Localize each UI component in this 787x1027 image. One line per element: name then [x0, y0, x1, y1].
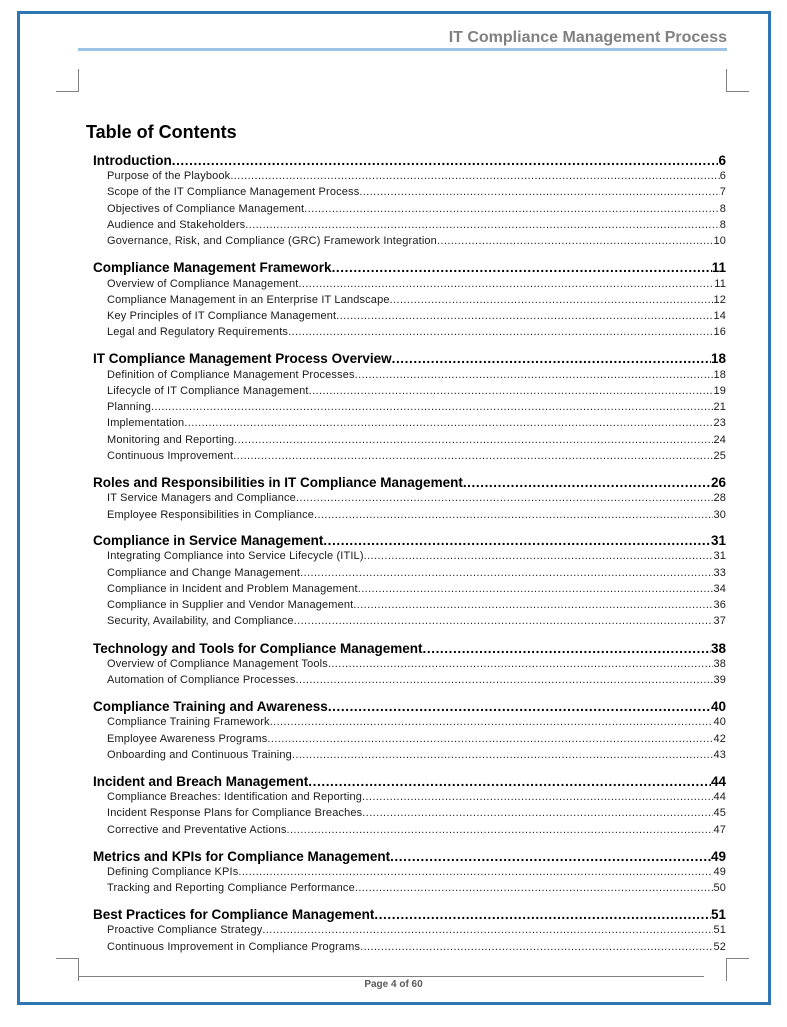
- toc-dot-leader: [288, 326, 713, 338]
- toc-dot-leader: [151, 401, 713, 413]
- toc-subsection-entry[interactable]: [107, 674, 726, 686]
- toc-entry-page-number: 30: [713, 509, 726, 521]
- toc-entry-label: Compliance and Change Management: [107, 567, 301, 579]
- toc-entry-page-number: 19: [713, 385, 726, 397]
- toc-subsection-entry[interactable]: [107, 235, 726, 247]
- toc-entry-page-number: 11: [711, 260, 726, 275]
- toc-subsection-entry[interactable]: [107, 733, 726, 745]
- toc-subsection-entry[interactable]: [107, 807, 726, 819]
- toc-entry-label: Onboarding and Continuous Training: [107, 749, 292, 761]
- toc-entry-page-number: 24: [713, 434, 726, 446]
- toc-entry-page-number: 40: [710, 699, 726, 714]
- toc-entry-page-number: 18: [710, 351, 726, 366]
- toc-subsection-entry[interactable]: [107, 941, 726, 953]
- toc-entry-label: Planning: [107, 401, 152, 413]
- toc-subsection-entry[interactable]: [107, 203, 726, 215]
- toc-entry-label: Overview of Compliance Management: [107, 278, 299, 290]
- toc-entry-label: Compliance in Service Management: [93, 533, 324, 548]
- toc-entry-label: Compliance Management Framework: [93, 260, 332, 275]
- toc-entry-page-number: 51: [710, 907, 726, 922]
- toc-entry-page-number: 21: [713, 401, 726, 413]
- toc-entry-label: Incident and Breach Management: [93, 774, 309, 789]
- toc-entry-page-number: 38: [710, 641, 726, 656]
- toc-entry-page-number: 43: [713, 749, 726, 761]
- toc-entry-label: Audience and Stakeholders: [107, 219, 246, 231]
- toc-dot-leader: [234, 434, 713, 446]
- toc-entry-label: Monitoring and Reporting: [107, 434, 235, 446]
- toc-dot-leader: [230, 170, 719, 182]
- toc-entry-page-number: 40: [713, 716, 726, 728]
- toc-entry-page-number: 25: [713, 450, 726, 462]
- toc-dot-leader: [358, 583, 714, 595]
- toc-dot-leader: [328, 699, 711, 714]
- toc-entry-page-number: 31: [713, 550, 726, 562]
- toc-dot-leader: [296, 674, 714, 686]
- toc-entry-label: Legal and Regulatory Requirements: [107, 326, 289, 338]
- toc-dot-leader: [287, 824, 714, 836]
- toc-dot-leader: [437, 235, 713, 247]
- toc-section-entry[interactable]: [93, 641, 726, 656]
- toc-dot-leader: [270, 716, 714, 728]
- toc-entry-page-number: 26: [710, 475, 726, 490]
- toc-section-entry[interactable]: [93, 260, 726, 275]
- toc-dot-leader: [308, 774, 711, 789]
- toc-entry-label: Key Principles of IT Compliance Management: [107, 310, 337, 322]
- toc-section-entry[interactable]: [93, 351, 726, 366]
- toc-entry-label: Roles and Responsibilities in IT Compliance Management: [93, 475, 463, 490]
- toc-subsection-entry[interactable]: [107, 791, 726, 803]
- toc-subsection-entry[interactable]: [107, 294, 726, 306]
- toc-entry-label: Integrating Compliance into Service Lifecycle (ITIL): [107, 550, 364, 562]
- toc-subsection-entry[interactable]: [107, 369, 726, 381]
- toc-entry-page-number: 10: [713, 235, 726, 247]
- toc-entry-label: Definition of Compliance Management Processes: [107, 369, 355, 381]
- toc-subsection-entry[interactable]: [107, 599, 726, 611]
- toc-subsection-entry[interactable]: [107, 824, 726, 836]
- header-title: IT Compliance Management Process: [448, 29, 727, 46]
- toc-subsection-entry[interactable]: [107, 509, 726, 521]
- toc-entry-label: Defining Compliance KPIs: [107, 866, 239, 878]
- toc-entry-label: Governance, Risk, and Compliance (GRC) Framework Integration: [107, 235, 437, 247]
- toc-entry-page-number: 12: [713, 294, 726, 306]
- toc-entry-page-number: 52: [713, 941, 726, 953]
- toc-entry-page-number: 49: [710, 849, 726, 864]
- toc-dot-leader: [233, 450, 713, 462]
- toc-entry-label: Continuous Improvement: [107, 450, 234, 462]
- toc-entry-label: Compliance Management in an Enterprise IT Landscape: [107, 294, 390, 306]
- toc-entry-page-number: 47: [713, 824, 726, 836]
- toc-entry-page-number: 16: [713, 326, 726, 338]
- toc-subsection-entry[interactable]: [107, 716, 726, 728]
- toc-entry-label: Implementation: [107, 417, 185, 429]
- toc-subsection-entry[interactable]: [107, 434, 726, 446]
- toc-subsection-entry[interactable]: [107, 658, 726, 670]
- toc-dot-leader: [360, 941, 713, 953]
- toc-dot-leader: [353, 599, 713, 611]
- toc-dot-leader: [323, 533, 711, 548]
- toc-entry-page-number: 7: [719, 186, 726, 198]
- toc-entry-label: Automation of Compliance Processes: [107, 674, 296, 686]
- toc-dot-leader: [292, 749, 714, 761]
- toc-section-entry[interactable]: [93, 475, 726, 490]
- toc-entry-label: Scope of the IT Compliance Management Process: [107, 186, 360, 198]
- toc-entry-page-number: 49: [713, 866, 726, 878]
- toc-entry-label: Overview of Compliance Management Tools: [107, 658, 328, 670]
- toc-subsection-entry[interactable]: [107, 278, 726, 290]
- toc-dot-leader: [374, 907, 711, 922]
- toc-subsection-entry[interactable]: [107, 219, 726, 231]
- toc-entry-label: Incident Response Plans for Compliance Breaches: [107, 807, 363, 819]
- footer-rule: [78, 976, 704, 977]
- toc-subsection-entry[interactable]: [107, 583, 726, 595]
- toc-entry-page-number: 44: [713, 791, 726, 803]
- toc-entry-label: Employee Responsibilities in Compliance: [107, 509, 315, 521]
- toc-entry-label: IT Service Managers and Compliance: [107, 492, 296, 504]
- toc-dot-leader: [392, 351, 711, 366]
- toc-entry-label: Proactive Compliance Strategy: [107, 924, 263, 936]
- toc-dot-leader: [423, 641, 711, 656]
- toc-entry-label: Best Practices for Compliance Management: [93, 907, 375, 922]
- toc-section-entry[interactable]: [93, 153, 726, 168]
- toc-entry-label: Compliance Training and Awareness: [93, 699, 328, 714]
- toc-entry-label: Technology and Tools for Compliance Management: [93, 641, 423, 656]
- toc-dot-leader: [172, 153, 719, 168]
- toc-dot-leader: [336, 310, 713, 322]
- toc-entry-page-number: 39: [713, 674, 726, 686]
- toc-entry-page-number: 33: [713, 567, 726, 579]
- toc-entry-page-number: 34: [713, 583, 726, 595]
- toc-subsection-entry[interactable]: [107, 326, 726, 338]
- toc-entry-label: Lifecycle of IT Compliance Management: [107, 385, 309, 397]
- toc-entry-page-number: 42: [713, 733, 726, 745]
- toc-dot-leader: [355, 369, 714, 381]
- toc-entry-page-number: 18: [713, 369, 726, 381]
- toc-entry-page-number: 6: [719, 170, 726, 182]
- toc-dot-leader: [390, 849, 711, 864]
- toc-subsection-entry[interactable]: [107, 924, 726, 936]
- toc-dot-leader: [267, 733, 713, 745]
- toc-entry-page-number: 8: [719, 203, 726, 215]
- page-number: Page 4 of 60: [364, 979, 423, 990]
- toc-dot-leader: [300, 567, 713, 579]
- toc-entry-label: Compliance in Incident and Problem Management: [107, 583, 358, 595]
- toc-dot-leader: [296, 492, 714, 504]
- toc-dot-leader: [364, 550, 714, 562]
- toc-section-entry[interactable]: [93, 774, 726, 789]
- toc-dot-leader: [262, 924, 713, 936]
- toc-entry-page-number: 11: [714, 278, 726, 290]
- toc-subsection-entry[interactable]: [107, 866, 726, 878]
- toc-dot-leader: [362, 791, 713, 803]
- toc-dot-leader: [463, 475, 711, 490]
- toc-entry-label: Compliance Training Framework: [107, 716, 270, 728]
- toc-entry-page-number: 8: [719, 219, 726, 231]
- toc-subsection-entry[interactable]: [107, 615, 726, 627]
- toc-subsection-entry[interactable]: [107, 310, 726, 322]
- toc-dot-leader: [328, 658, 714, 670]
- toc-dot-leader: [294, 615, 714, 627]
- toc-entry-label: Tracking and Reporting Compliance Performance: [107, 882, 355, 894]
- toc-entry-label: Corrective and Preventative Actions: [107, 824, 287, 836]
- toc-entry-page-number: 50: [713, 882, 726, 894]
- toc-dot-leader: [238, 866, 713, 878]
- toc-entry-page-number: 23: [713, 417, 726, 429]
- toc-entry-label: IT Compliance Management Process Overview: [93, 351, 392, 366]
- toc-subsection-entry[interactable]: [107, 385, 726, 397]
- toc-entry-label: Compliance Breaches: Identification and Reporting: [107, 791, 362, 803]
- toc-subsection-entry[interactable]: [107, 401, 726, 413]
- toc-entry-page-number: 45: [713, 807, 726, 819]
- toc-dot-leader: [390, 294, 714, 306]
- toc-subsection-entry[interactable]: [107, 450, 726, 462]
- toc-entry-label: Introduction: [93, 153, 172, 168]
- toc-subsection-entry[interactable]: [107, 417, 726, 429]
- toc-subsection-entry[interactable]: [107, 492, 726, 504]
- toc-dot-leader: [298, 278, 714, 290]
- toc-subsection-entry[interactable]: [107, 567, 726, 579]
- toc-dot-leader: [304, 203, 719, 215]
- toc-subsection-entry[interactable]: [107, 550, 726, 562]
- toc-section-entry[interactable]: [93, 849, 726, 864]
- toc-entry-label: Security, Availability, and Compliance: [107, 615, 294, 627]
- toc-entry-page-number: 44: [710, 774, 726, 789]
- toc-entry-page-number: 36: [713, 599, 726, 611]
- toc-entry-label: Purpose of the Playbook: [107, 170, 231, 182]
- toc-subsection-entry[interactable]: [107, 186, 726, 198]
- toc-entry-page-number: 14: [713, 310, 726, 322]
- toc-entry-page-number: 31: [710, 533, 726, 548]
- toc-entry-label: Employee Awareness Programs: [107, 733, 268, 745]
- toc-section-entry[interactable]: [93, 699, 726, 714]
- toc-entry-page-number: 28: [713, 492, 726, 504]
- toc-section-entry[interactable]: [93, 533, 726, 548]
- toc-dot-leader: [314, 509, 713, 521]
- toc-entry-page-number: 51: [713, 924, 726, 936]
- toc-dot-leader: [184, 417, 713, 429]
- toc-entry-label: Continuous Improvement in Compliance Programs: [107, 941, 361, 953]
- toc-dot-leader: [245, 219, 719, 231]
- toc-dot-leader: [332, 260, 712, 275]
- toc-section-entry[interactable]: [93, 907, 726, 922]
- toc-entry-page-number: 37: [713, 615, 726, 627]
- toc-subsection-entry[interactable]: [107, 170, 726, 182]
- toc-dot-leader: [359, 186, 719, 198]
- toc-dot-leader: [362, 807, 713, 819]
- toc-entry-label: Compliance in Supplier and Vendor Management: [107, 599, 354, 611]
- toc-entry-label: Metrics and KPIs for Compliance Management: [93, 849, 391, 864]
- toc-entry-label: Objectives of Compliance Management: [107, 203, 305, 215]
- toc-subsection-entry[interactable]: [107, 882, 726, 894]
- toc-dot-leader: [309, 385, 714, 397]
- toc-subsection-entry[interactable]: [107, 749, 726, 761]
- toc-entry-page-number: 6: [718, 153, 726, 168]
- toc-dot-leader: [355, 882, 714, 894]
- toc-entry-page-number: 38: [713, 658, 726, 670]
- toc-title: Table of Contents: [86, 122, 237, 142]
